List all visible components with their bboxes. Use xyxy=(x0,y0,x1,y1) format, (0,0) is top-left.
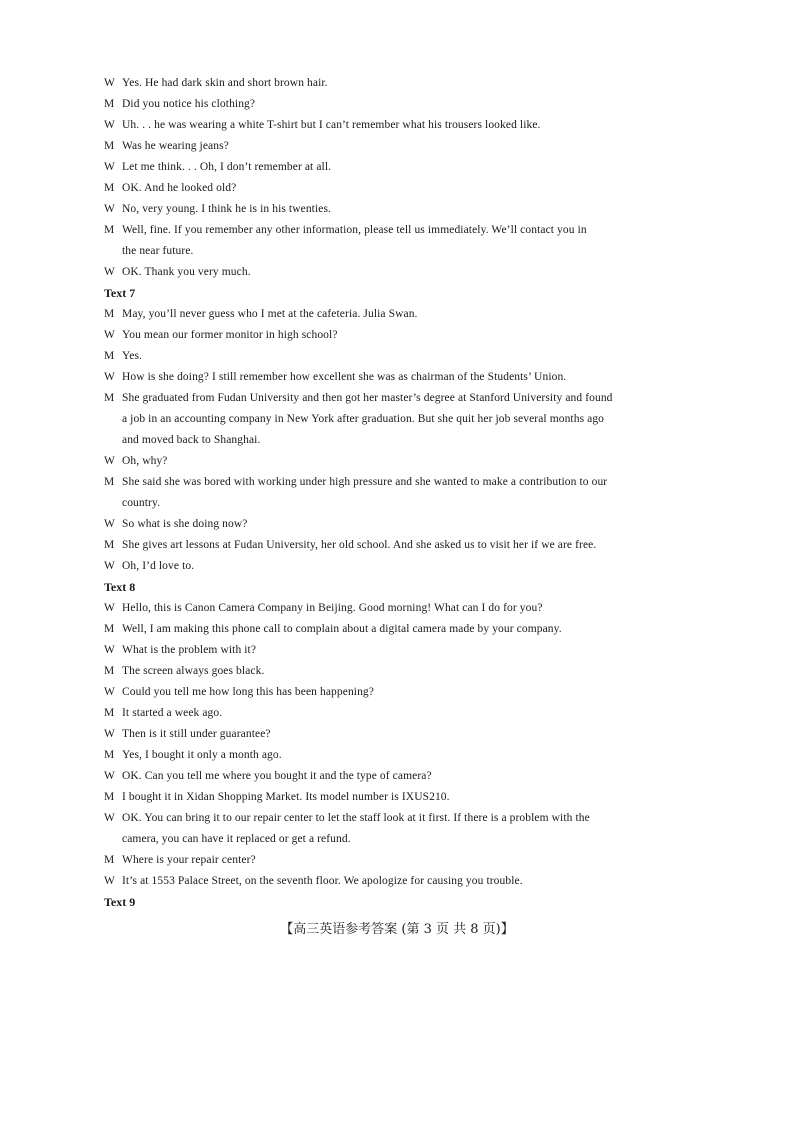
utterance-text: Hello, this is Canon Camera Company in Beijing. Good morning! What can I do for you? xyxy=(122,602,543,614)
dialogue-line xyxy=(104,871,694,892)
continuation-text: camera, you can have it replaced or get a refund. xyxy=(122,833,351,845)
dialogue-line xyxy=(104,388,694,430)
speaker-label: W xyxy=(104,812,115,824)
speaker-label: M xyxy=(104,476,115,488)
utterance-text: Then is it still under guarantee? xyxy=(122,728,271,740)
utterance-text: It’s at 1553 Palace Street, on the seventh floor. We apologize for causing you trouble. xyxy=(122,875,523,887)
utterance-text: Well, fine. If you remember any other information, please tell us immediately. We’ll contact you in xyxy=(122,224,587,236)
dialogue-line xyxy=(104,766,694,787)
utterance-text: No, very young. I think he is in his twenties. xyxy=(122,203,332,215)
speaker-label: M xyxy=(104,182,115,194)
utterance-text: Yes. xyxy=(122,350,143,362)
dialogue-line xyxy=(104,115,694,136)
speaker-label: W xyxy=(104,77,115,89)
speaker-label: W xyxy=(104,770,115,782)
dialogue-line xyxy=(104,94,694,115)
dialogue-line xyxy=(104,703,694,724)
utterance-text: Well, I am making this phone call to complain about a digital camera made by your company. xyxy=(122,623,562,635)
speaker-label: W xyxy=(104,161,115,173)
continuation-text: the near future. xyxy=(122,245,194,257)
speaker-label: M xyxy=(104,791,115,803)
utterance-text: So what is she doing now? xyxy=(122,518,248,530)
speaker-label: M xyxy=(104,539,115,551)
speaker-label: W xyxy=(104,203,115,215)
utterance-text: What is the problem with it? xyxy=(122,644,257,656)
speaker-label: W xyxy=(104,266,115,278)
dialogue-line xyxy=(104,157,694,178)
speaker-label: W xyxy=(104,371,115,383)
speaker-label: W xyxy=(104,119,115,131)
continuation-text: and moved back to Shanghai. xyxy=(122,434,261,446)
utterance-text: OK. And he looked old? xyxy=(122,182,237,194)
dialogue-continuation xyxy=(104,430,694,451)
dialogue-line xyxy=(104,262,694,283)
dialogue-line xyxy=(104,556,694,577)
speaker-label: M xyxy=(104,707,115,719)
utterance-text: She said she was bored with working under high pressure and she wanted to make a contribution to our xyxy=(122,476,608,488)
dialogue-line xyxy=(104,514,694,535)
section-heading: Text 9 xyxy=(104,895,136,909)
utterance-text: It started a week ago. xyxy=(122,707,223,719)
dialogue-line xyxy=(104,199,694,220)
speaker-label: W xyxy=(104,686,115,698)
section-heading: Text 8 xyxy=(104,580,136,594)
utterance-text: May, you’ll never guess who I met at the cafeteria. Julia Swan. xyxy=(122,308,418,320)
dialogue-transcript xyxy=(104,73,694,913)
utterance-text: Uh. . . he was wearing a white T-shirt but I can’t remember what his trousers looked like. xyxy=(122,119,541,131)
utterance-text: OK. You can bring it to our repair center to let the staff look at it first. If there is a problem with the xyxy=(122,812,590,824)
page-footer: 【高三英语参考答案 (第 3 页 共 8 页)】 xyxy=(280,922,514,937)
speaker-label: W xyxy=(104,644,115,656)
speaker-label: M xyxy=(104,308,115,320)
speaker-label: W xyxy=(104,602,115,614)
dialogue-line xyxy=(104,346,694,367)
speaker-label: W xyxy=(104,329,115,341)
utterance-text: Could you tell me how long this has been happening? xyxy=(122,686,374,698)
dialogue-line xyxy=(104,724,694,745)
dialogue-line xyxy=(104,535,694,556)
speaker-label: W xyxy=(104,875,115,887)
continuation-text: a job in an accounting company in New York after graduation. But she quit her job several months ago xyxy=(122,413,605,425)
dialogue-line xyxy=(104,136,694,157)
speaker-label: M xyxy=(104,623,115,635)
speaker-label: M xyxy=(104,98,115,110)
utterance-text: OK. Thank you very much. xyxy=(122,266,251,278)
utterance-text: How is she doing? I still remember how excellent she was as chairman of the Students’ Union. xyxy=(122,371,567,383)
speaker-label: W xyxy=(104,560,115,572)
utterance-text: Let me think. . . Oh, I don’t remember at all. xyxy=(122,161,332,173)
speaker-label: W xyxy=(104,455,115,467)
utterance-text: Oh, I’d love to. xyxy=(122,560,195,572)
speaker-label: W xyxy=(104,518,115,530)
dialogue-line xyxy=(104,682,694,703)
dialogue-line xyxy=(104,619,694,640)
utterance-text: I bought it in Xidan Shopping Market. Its model number is IXUS210. xyxy=(122,791,450,803)
dialogue-line xyxy=(104,598,694,619)
dialogue-line xyxy=(104,304,694,325)
dialogue-line xyxy=(104,787,694,808)
utterance-text: She gives art lessons at Fudan University, her old school. And she asked us to visit her if we are free. xyxy=(122,539,597,551)
utterance-text: The screen always goes black. xyxy=(122,665,265,677)
dialogue-line xyxy=(104,850,694,871)
dialogue-line xyxy=(104,451,694,472)
dialogue-line xyxy=(104,661,694,682)
utterance-text: OK. Can you tell me where you bought it and the type of camera? xyxy=(122,770,432,782)
speaker-label: M xyxy=(104,665,115,677)
utterance-text: Yes, I bought it only a month ago. xyxy=(122,749,282,761)
utterance-text: Did you notice his clothing? xyxy=(122,98,256,110)
dialogue-line xyxy=(104,178,694,199)
continuation-text: country. xyxy=(122,497,161,509)
utterance-text: Oh, why? xyxy=(122,455,168,467)
speaker-label: M xyxy=(104,854,115,866)
speaker-label: M xyxy=(104,350,115,362)
dialogue-line xyxy=(104,367,694,388)
utterance-text: She graduated from Fudan University and then got her master’s degree at Stanford University and found xyxy=(122,392,613,404)
speaker-label: M xyxy=(104,224,115,236)
speaker-label: M xyxy=(104,140,115,152)
dialogue-line xyxy=(104,220,694,262)
utterance-text: Yes. He had dark skin and short brown hair. xyxy=(122,77,328,89)
dialogue-line xyxy=(104,472,694,514)
dialogue-line xyxy=(104,73,694,94)
dialogue-line xyxy=(104,325,694,346)
speaker-label: M xyxy=(104,749,115,761)
dialogue-line xyxy=(104,745,694,766)
speaker-label: W xyxy=(104,728,115,740)
utterance-text: You mean our former monitor in high school? xyxy=(122,329,338,341)
dialogue-line xyxy=(104,808,694,850)
utterance-text: Where is your repair center? xyxy=(122,854,256,866)
section-heading: Text 7 xyxy=(104,286,136,300)
utterance-text: Was he wearing jeans? xyxy=(122,140,229,152)
speaker-label: M xyxy=(104,392,115,404)
dialogue-line xyxy=(104,640,694,661)
